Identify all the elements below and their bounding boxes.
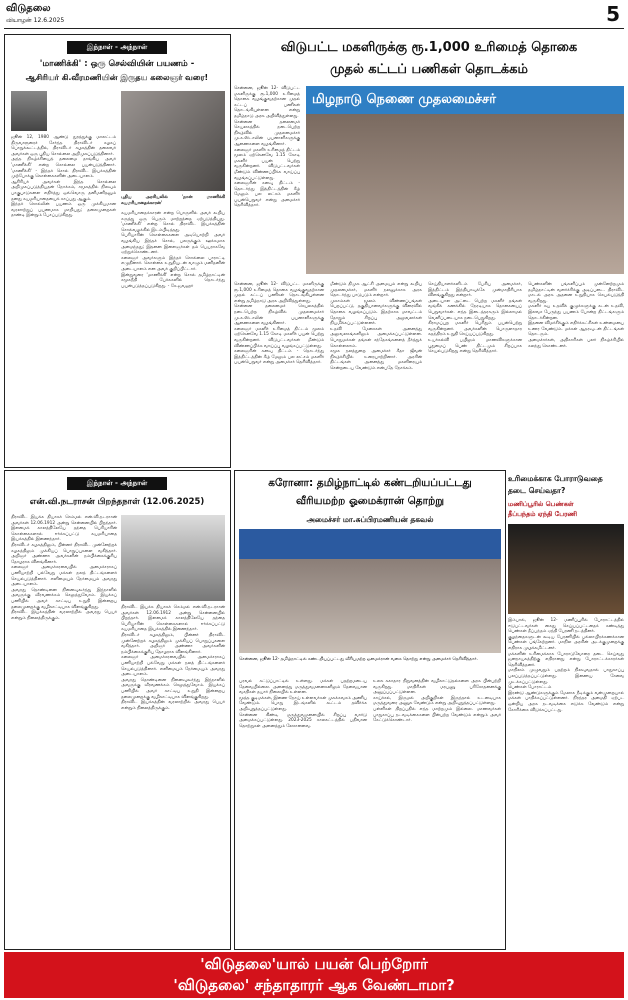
section-banner: இந்நாள் - அந்நாள் xyxy=(67,477,167,490)
headline: உரிமைக்காக போராடுவதை xyxy=(508,474,603,483)
article-body: பரவல் கட்டுப்பாட்டில் உள்ளது. மக்கள் பதற்றமடைய தேவையில்லை. அனைத்து மருத்துவமனைகளிலும் தேவையான வசதிகள் தயார் நிலையில் உள்ளன. மூத்த குடிமக்கள், இணை நோய் உள்ளவர்கள் முகக்கவசம் அணிய வேண்டும். பொது இடங்களில் கூட்டம் தவிர்க்க அறிவுறுத்தப்பட்டுள்ளது. சென்னை கிண்டி மருத்துவமனையில் சிறப்பு வார்டு அமைக்கப்பட்டுள்ளது. 2023-2025 காலகட்டத்தில் பதிவான தொற்றுகள் அனைத்தும் லேசானவை. xyxy=(239,679,367,729)
article-photo xyxy=(508,524,624,614)
right-article xyxy=(508,470,624,948)
banner-line: 'விடுதலை'யால் பயன் பெற்றோர் xyxy=(200,955,428,973)
corona-article xyxy=(234,470,506,950)
article-photo xyxy=(121,91,225,191)
photo-caption: புதிய அரசியலில் 'நான் மாணிக்கி சுயமரியாதைக்காரன்' xyxy=(121,195,227,206)
article-body: சென்னை, ஜூன் 12- விடுபட்ட மகளிருக்கு ரூ.1,000 உரிமைத் தொகை வழங்குவதற்கான முதல் கட்டப் பணிகள் தொடங்கியுள்ளன என்று தமிழ்நாடு அரசு அறிவித்துள்ளது. சென்னை தலைமைச் செயலகத்தில் நடைபெற்ற நிகழ்வில் முதலமைச்சர் மு.க.ஸ்டாலின் பயனாளிகளுக்கு ஆணைகளை வழங்கினார். கலைஞர் மகளிர் உரிமைத் திட்டம் மூலம் ஏற்கெனவே 1.15 கோடி மகளிர் பயன் பெற்று வருகின்றனர். விடுபட்டவர்கள் மீண்டும் விண்ணப்பிக்க வாய்ப்பு வழங்கப்பட்டுள்ளது. கலைஞரின் கனவு திட்டம் - தொடர்ந்து இத்திட்டத்தின் கீழ் மேலும் பல லட்சம் மகளிர் பயன்பெறுவர் என்று அமைச்சர் தெரிவித்தார். xyxy=(234,86,300,209)
article-body: பெண்களின் பங்களிப்பும் முன்னேற்றமும் தமிழ்நாட்டின் வளர்ச்சிக்கு அடிப்படை. திராவிட மாடல் அரசு அதனை உறுதியாக செயல்படுத்தி வருகிறது. மகளிர் சுய உதவிக் குழுக்களுக்கு கடன் உதவி, இலவச பேருந்து பயணம் போன்ற திட்டங்களும் தொடர்கின்றன. இதனை விமர்சிக்கும் எதிர்க்கட்சிகள் உண்மையை உணர வேண்டும். மக்கள் ஆதரவுடன் திட்டங்கள் தொடரும். அமைச்சர்கள், அதிகாரிகள் பலர் நிகழ்ச்சியில் கலந்து கொண்டனர். xyxy=(528,282,624,349)
article-body: திராவிட இயக்க தியாகச் செம்மல் என்.வி.நடராசன் அவர்கள் 12.06.1912 அன்று சென்னையில் பிறந்தார். இளமைக் காலத்திலேயே தந்தை பெரியாரின் கொள்கைகளால் ஈர்க்கப்பட்டு சுயமரியாதை இயக்கத்தில் இணைந்தார். திராவிடர் கழகத்திலும், பின்னர் திராவிட முன்னேற்றக் கழகத்திலும் முக்கியப் பொறுப்புகளை வகித்தார். அறிஞர் அண்ணா அவர்களின் நம்பிக்கைக்குரிய தோழராக விளங்கினார். கலைஞர் அமைச்சரவையில் அமைச்சராகப் பணியாற்றி பல்வேறு மக்கள் நலத் திட்டங்களைச் செயல்படுத்தினார். எளிமையும் நேர்மையும் அவரது அடையாளம். அவரது தொண்டினை நினைவுகூர்ந்து இந்நாளில் அவருக்கு வீரவணக்கம் செலுத்துவோம். இயக்கப் பணியில் அவர் காட்டிய உறுதி இன்றைய தலைமுறைக்கு வழிகாட்டியாக விளங்குகிறது. திராவிட இயக்கத்தின் வரலாற்றில் அவரது பெயர் என்றும் நிலைத்திருக்கும். xyxy=(11,515,117,621)
headline: ஆசிரியர் கி.வீரமணியின் இருதய கலைஞர் வரை! xyxy=(25,73,209,82)
headline: கரோனா: தமிழ்நாட்டில் கண்டறியப்பட்டது xyxy=(268,477,472,489)
article-body: உலக சுகாதார நிறுவனத்தின் வழிகாட்டுதல்களை அரசு பின்பற்றி வருகிறது. மாதிரிகள் மரபணு பரிசோதனைக்கு அனுப்பப்பட்டுள்ளன. காய்ச்சல், இருமல் அறிகுறிகள் இருந்தால் உடனடியாக மருத்துவரை அணுக வேண்டும் என்று அறிவுறுத்தப்பட்டுள்ளது. பள்ளிகள் திறப்பதில் எந்த மாற்றமும் இல்லை. மாணவர்கள் பாதுகாப்பு நடவடிக்கைகளை பின்பற்ற வேண்டும் என்றும் அவர் கேட்டுக்கொண்டார். xyxy=(373,679,501,724)
left-top-article xyxy=(4,34,231,468)
subheadline: அமைச்சர் மா.சுப்பிரமணியன் தகவல் xyxy=(306,515,434,524)
lead-photo xyxy=(306,86,624,274)
photo-banner-text: மிழநாடு நெணை முதலமைச்சர் xyxy=(312,92,496,107)
masthead-date: வியாழன் 12.6.2025 xyxy=(6,17,65,24)
page-number: 5 xyxy=(606,2,620,26)
portrait-photo xyxy=(121,515,225,601)
article-body: ஜூன் 12, 1980 ஆண்டு துரத்துக்கு மாலட்டம் திருவாரூரைச் சேர்ந்த திராவிடர் கழகப் பொறுக்கூட்டத்தில், திராவிடர் கழகத்தின் தலைவர் அவர்கள் ஒரு புதிய சொல்லை அறிமுகப்படுத்தினார். அந்த நிகழ்ச்சியைத் தலைமை தாங்கிய அவர் 'மாணிக்கி' என்ற சொல்லை பயன்படுத்தினார். 'மாணிக்கி' - இந்தச் சொல் திராவிட இயக்கத்தின் முற்போக்கு கொள்கைகளின் அடையாளம். ஆசிரியர் அவர்கள் இந்த சொல்லை அறிமுகப்படுத்தியதன் நோக்கம், சமூகத்தில் நிலவும் பாகுபாடுகளை எதிர்த்து ஒவ்வொரு தனிமனிதனும் தனது சுயமரியாதையைக் காப்பது ஆகும். இந்தச் சொல்லின் பயணம் ஒரு முக்கியமான வரலாற்றுப் பயணமாக மாறியது; தலைமுறைகள் தாண்டி இன்றும் பேசப்படுகிறது. xyxy=(11,135,116,219)
masthead-name: விடுதலை xyxy=(6,3,51,14)
lead-article xyxy=(234,40,624,466)
article-body: திராவிட இயக்க தியாகச் செம்மல் என்.வி.நடராசன் அவர்கள் 12.06.1912 அன்று சென்னையில் பிறந்தார். இளமைக் காலத்திலேயே தந்தை பெரியாரின் கொள்கைகளால் ஈர்க்கப்பட்டு சுயமரியாதை இயக்கத்தில் இணைந்தார். திராவிடர் கழகத்திலும், பின்னர் திராவிட முன்னேற்றக் கழகத்திலும் முக்கியப் பொறுப்புகளை வகித்தார். அறிஞர் அண்ணா அவர்களின் நம்பிக்கைக்குரிய தோழராக விளங்கினார். கலைஞர் அமைச்சரவையில் அமைச்சராகப் பணியாற்றி பல்வேறு மக்கள் நலத் திட்டங்களைச் செயல்படுத்தினார். எளிமையும் நேர்மையும் அவரது அடையாளம். அவரது தொண்டினை நினைவுகூர்ந்து இந்நாளில் அவருக்கு வீரவணக்கம் செலுத்துவோம். இயக்கப் பணியில் அவர் காட்டிய உறுதி இன்றைய தலைமுறைக்கு வழிகாட்டியாக விளங்குகிறது. திராவிட இயக்கத்தின் வரலாற்றில் அவரது பெயர் என்றும் நிலைத்திருக்கும். xyxy=(121,605,225,711)
subscription-banner xyxy=(4,952,624,998)
article-body: சென்னை, ஜூன் 12- விடுபட்ட மகளிருக்கு ரூ.1,000 உரிமைத் தொகை வழங்குவதற்கான முதல் கட்டப் பணிகள் தொடங்கியுள்ளன என்று தமிழ்நாடு அரசு அறிவித்துள்ளது. சென்னை தலைமைச் செயலகத்தில் நடைபெற்ற நிகழ்வில் முதலமைச்சர் மு.க.ஸ்டாலின் பயனாளிகளுக்கு ஆணைகளை வழங்கினார். கலைஞர் மகளிர் உரிமைத் திட்டம் மூலம் ஏற்கெனவே 1.15 கோடி மகளிர் பயன் பெற்று வருகின்றனர். விடுபட்டவர்கள் மீண்டும் விண்ணப்பிக்க வாய்ப்பு வழங்கப்பட்டுள்ளது. கலைஞரின் கனவு திட்டம் - தொடர்ந்து இத்திட்டத்தின் கீழ் மேலும் பல லட்சம் மகளிர் பயன்பெறுவர் என்று அமைச்சர் தெரிவித்தார். xyxy=(234,282,324,366)
article-body: செய்தியாளர்களிடம் பேசிய அமைச்சர், இத்திட்டம் இந்தியாவுக்கே முன்மாதிரியாக விளங்குகிறது என்றார். அடையாள அட்டை பெற்ற மகளிர் தங்கள் வங்கிக் கணக்கில் நேரடியாக தொகையைப் பெறுவார்கள். எந்த இடைத்தரகரும் இல்லாமல் வெளிப்படையாக நடைபெறுகிறது. கிராமப்புற மகளிர் பெரிதும் பயன்பெற்று வருகின்றனர். அவர்களின் பொருளாதார சுதந்திரம் உறுதி செய்யப்படுகிறது. உயர்கல்வி பயிலும் மாணவிகளுக்கான புதுமைப் பெண் திட்டமும் சிறப்பாக செயல்படுகிறது என்று தெரிவித்தார். xyxy=(428,282,522,355)
article-photo xyxy=(11,91,47,131)
headline: 'மாணிக்கி' : ஒரு செல்வியின் பயணம் - xyxy=(39,59,195,69)
article-photo xyxy=(239,529,501,653)
lead-headline: முதல் கட்டப் பணிகள் தொடக்கம் xyxy=(330,62,528,77)
article-body: இம்பால், ஜூன் 12- மணிப்பூரில் போராட்டத்தில் ஈடுபட்டவர்கள் கைது செய்யப்பட்டதைக் கண்டித்து பெண்கள் தீப்பந்தம் ஏந்தி பேரணி நடத்தினர். குழந்தைகளுடன் கூடிய பேரணியில் பல்லாயிரக்கணக்கான பெண்கள் பங்கேற்றனர். மாநில அரசின் அடக்குமுறைக்கு எதிராக முழக்கமிட்டனர். மக்களின் உரிமைக்காக போராடுவோரை தடை செய்வது ஜனநாயகத்திற்கு எதிரானது என்று போராட்டக்காரர்கள் தெரிவித்தனர். மாநிலம் முழுவதும் பதற்றம் நிலவுவதால் பாதுகாப்பு பலப்படுத்தப்பட்டுள்ளது. இணைய சேவை முடக்கப்பட்டுள்ளது. பெண்கள் போராட்டம் இரண்டு ஆண்டுகளுக்கும் மேலாக நீடிக்கும் வன்முறையால் மக்கள் பாதிக்கப்பட்டுள்ளனர். நிரந்தர அமைதி ஏற்பட ஒன்றிய அரசு நடவடிக்கை எடுக்க வேண்டும் என்று கோரிக்கை விடுக்கப்பட்டது. xyxy=(508,618,624,713)
article-body: மீண்டும் திமுக ஆட்சி அமையும் என்று கூறிய முதலமைச்சர், மகளிர் நலனுக்காக அரசு தொடர்ந்து பாடுபடும் என்றார். முகாம்கள் மூலம் விண்ணப்பங்கள் பெறப்பட்டு, தகுதியானவர்களுக்கு விரைவில் தொகை வழங்கப்படும். இதற்காக மாவட்டம் தோறும் சிறப்பு அலுவலர்கள் நியமிக்கப்பட்டுள்ளனர். உதவி மேசைகள் அனைத்து அலுவலகங்களிலும் அமைக்கப்பட்டுள்ளன. பொதுமக்கள் தங்கள் சந்தேகங்களைத் தீர்த்துக் கொள்ளலாம். சமூக நலத்துறை அமைச்சர் கீதா ஜீவன் நிகழ்ச்சியில் உரையாற்றினார். அரசின் திட்டங்கள் அனைத்து மகளிரையும் சென்றடைய வேண்டும் என்பதே நோக்கம். xyxy=(330,282,422,371)
subheadline: தீப்பந்தம் ஏந்தி பேரணி xyxy=(508,510,578,518)
headline: தடை செய்வதா? xyxy=(508,486,566,495)
left-bottom-article xyxy=(4,470,231,950)
section-banner: இந்நாள் - அந்நாள் xyxy=(67,41,167,54)
headline: என்.வி.நடராசன் பிறந்தநாள் (12.06.2025) xyxy=(29,497,205,507)
subheadline: மணிப்பூரில் பெண்கள் xyxy=(508,500,574,508)
page-header xyxy=(0,0,628,36)
article-body: சுயமரியாதைக்காரன் என்ற பொருளில் அவர் கூறிய கருத்து ஒரு பெரும் மாற்றத்தை ஏற்படுத்தியது. 'மாணிக்கி' என்ற சொல் திராவிட இயக்கத்தின் சொல்வழக்கில் இடம்பிடித்தது. பெரியாரின் கொள்கைகளை அடியொற்றி அவர் வழங்கிய இந்தச் சொல், பலருக்கும் ஊக்கமாக அமைந்தது; இதனை இளைஞர்கள் தம் பெயராகவே ஏற்றுக்கொண்டனர். கலைஞர் அவர்களும் இந்தச் சொல்லை பாராட்டி எழுதினார். கொள்கை உறுதியுடன் வாழும் மனிதனின் அடையாளம் என அவர் குறிப்பிட்டார். இன்றுவரை 'மாணிக்கி' என்ற சொல் தமிழ்நாட்டின் சமூகநீதி பேச்சுகளில் தொடர்ந்து பயன்படுத்தப்படுகிறது. - கே.ஜவஹர் xyxy=(121,211,225,289)
banner-line: 'விடுதலை' சந்தாதாரர் ஆக வேண்டாமா? xyxy=(173,976,455,994)
lead-headline: விடுபட்ட மகளிருக்கு ரூ.1,000 உரிமைத் தொகை xyxy=(280,40,578,55)
headline: வீரியமற்ற ஓமைக்ரான் தொற்று xyxy=(295,495,445,507)
header-rule xyxy=(4,28,624,29)
photo-caption: சென்னை, ஜூன் 12- தமிழ்நாட்டில் கண்டறியப்பட்டது வீரியமற்ற ஓமைக்ரான் வகை தொற்று என்று அமைச்சர் தெரிவித்தார். xyxy=(239,657,478,662)
